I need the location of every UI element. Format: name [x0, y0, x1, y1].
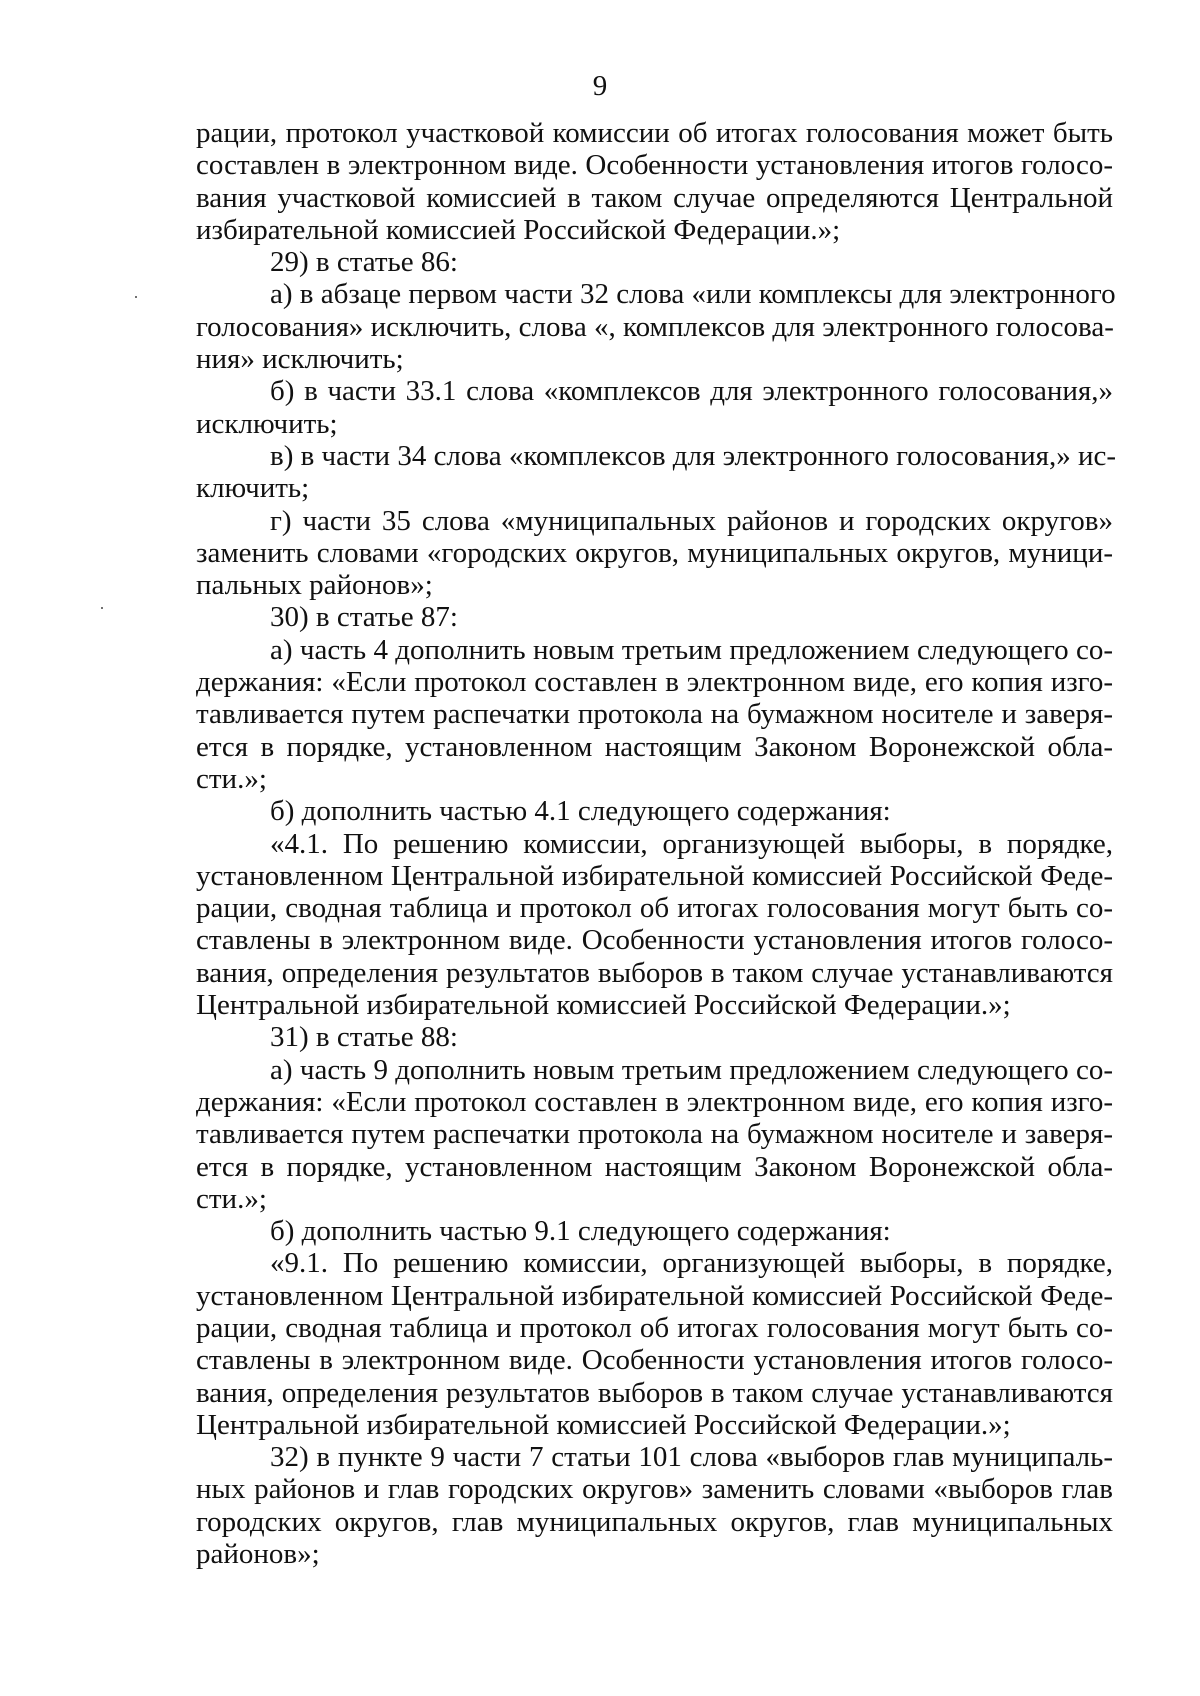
text-line: исключить;: [196, 407, 338, 440]
text-line: «9.1. По решению комиссии, организующей выборы, в порядке,: [270, 1247, 1113, 1280]
text-line: голосования» исключить, слова «, комплексов для электронного голосова-: [196, 310, 1114, 343]
text-line: ставлены в электронном виде. Особенности установления итогов голосо-: [196, 1344, 1113, 1377]
text-line: ключить;: [196, 472, 310, 505]
text-line: тавливается путем распечатки протокола на бумажном носителе и заверя-: [196, 1118, 1113, 1151]
text-line: рации, сводная таблица и протокол об итогах голосования могут быть со-: [196, 1311, 1113, 1344]
text-line: ных районов и глав городских округов» заменить словами «выборов глав: [196, 1473, 1113, 1506]
text-line: а) часть 4 дополнить новым третьим предложением следующего со-: [270, 633, 1113, 666]
text-line: рации, сводная таблица и протокол об итогах голосования могут быть со-: [196, 892, 1113, 925]
text-line: пальных районов»;: [196, 569, 433, 602]
text-line: установленном Центральной избирательной комиссией Российской Феде-: [196, 1279, 1113, 1312]
text-line: заменить словами «городских округов, муниципальных округов, муници-: [196, 536, 1113, 569]
text-line: ется в порядке, установленном настоящим Законом Воронежской обла-: [196, 1150, 1113, 1183]
text-line: составлен в электронном виде. Особенности установления итогов голосо-: [196, 149, 1113, 182]
text-line: «4.1. По решению комиссии, организующей выборы, в порядке,: [270, 827, 1113, 860]
text-line: б) дополнить частью 9.1 следующего содержания:: [270, 1215, 891, 1248]
text-line: тавливается путем распечатки протокола на бумажном носителе и заверя-: [196, 698, 1113, 731]
text-line: а) часть 9 дополнить новым третьим предложением следующего со-: [270, 1053, 1113, 1086]
text-line: 30) в статье 87:: [270, 601, 458, 634]
scan-speck: [135, 296, 137, 298]
scan-speck: [101, 607, 103, 609]
text-line: ния» исключить;: [196, 343, 404, 376]
text-line: г) части 35 слова «муниципальных районов и городских округов»: [270, 504, 1113, 537]
text-line: держания: «Если протокол составлен в электронном виде, его копия изго-: [196, 1085, 1113, 1118]
text-line: б) дополнить частью 4.1 следующего содержания:: [270, 795, 891, 828]
text-line: избирательной комиссией Российской Федерации.»;: [196, 213, 841, 246]
text-line: сти.»;: [196, 1182, 267, 1215]
page-number: 9: [592, 70, 608, 102]
text-line: держания: «Если протокол составлен в электронном виде, его копия изго-: [196, 666, 1113, 699]
text-line: Центральной избирательной комиссией Российской Федерации.»;: [196, 1408, 1011, 1441]
text-line: вания, определения результатов выборов в таком случае устанавливаются: [196, 1376, 1113, 1409]
text-line: сти.»;: [196, 762, 267, 795]
text-line: вания, определения результатов выборов в таком случае устанавливаются: [196, 956, 1113, 989]
text-line: городских округов, глав муниципальных округов, глав муниципальных: [196, 1505, 1113, 1538]
text-line: установленном Центральной избирательной комиссией Российской Феде-: [196, 859, 1113, 892]
text-line: 32) в пункте 9 части 7 статьи 101 слова «выборов глав муниципаль-: [270, 1441, 1113, 1474]
text-line: рации, протокол участковой комиссии об итогах голосования может быть: [196, 117, 1113, 149]
text-line: 31) в статье 88:: [270, 1021, 458, 1054]
text-line: Центральной избирательной комиссией Российской Федерации.»;: [196, 989, 1011, 1022]
text-line: б) в части 33.1 слова «комплексов для электронного голосования,»: [270, 375, 1113, 408]
text-line: в) в части 34 слова «комплексов для электронного голосования,» ис-: [270, 439, 1117, 472]
text-line: а) в абзаце первом части 32 слова «или комплексы для электронного: [270, 278, 1116, 311]
text-line: ется в порядке, установленном настоящим Законом Воронежской обла-: [196, 730, 1113, 763]
text-line: ставлены в электронном виде. Особенности установления итогов голосо-: [196, 924, 1113, 957]
text-line: районов»;: [196, 1538, 320, 1571]
text-line: вания участковой комиссией в таком случае определяются Центральной: [196, 181, 1113, 214]
document-body: [196, 117, 1117, 1571]
text-line: 29) в статье 86:: [270, 246, 458, 279]
